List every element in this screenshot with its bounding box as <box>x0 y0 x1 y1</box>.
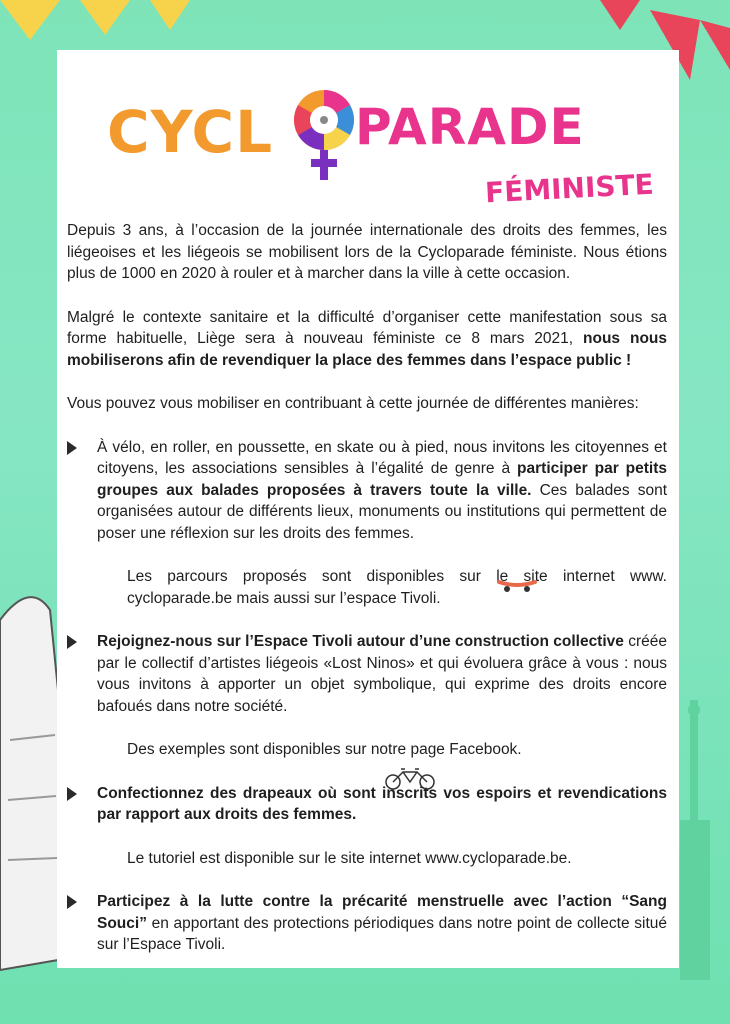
flyer-content <box>67 220 667 956</box>
logo-cycl-text: CYCL <box>107 98 274 166</box>
flyer-card <box>57 50 679 968</box>
bullet-tivoli: Rejoignez-nous sur l’Espace Tivoli autour d’une construction collective créée par le collectif d’artistes liégeois «Lost Ninos» et qui évoluera grâce à vous : nous vous invitons à apporter un objet symbolique, qui exprime des droits encore bafoués dans notre société. <box>67 631 667 717</box>
logo-feministe-text: FÉMINISTE <box>484 167 655 210</box>
triangle-bullet-icon <box>67 635 77 649</box>
bullet-sang-souci: Participez à la lutte contre la précarité menstruelle avec l’action “Sang Souci” en apportant des protections périodiques dans notre point de collecte situé sur l’Espace Tivoli. <box>67 891 667 956</box>
triangle-bullet-icon <box>67 787 77 801</box>
tandem-bicycle-icon <box>385 764 435 790</box>
triangle-bullet-icon <box>67 895 77 909</box>
note-parcours: Les parcours proposés sont disponibles sur le site internet www. cycloparade.be mais aussi sur l’espace Tivoli. <box>127 568 667 607</box>
skateboard-icon <box>497 576 537 594</box>
bullet-balades: À vélo, en roller, en poussette, en skate ou à pied, nous invitons les citoyennes et citoyens, les associations sensibles à l’égalité de genre à participer par petits groupes aux balades proposées à travers toute la ville. Ces balades sont organisées autour de différents lieux, monuments ou institutions qui permettent de poser une réflexion sur les droits des femmes. <box>67 437 667 545</box>
note-facebook: Des exemples sont disponibles sur notre page Facebook. <box>127 741 522 758</box>
logo-parade-text: PARADE <box>355 98 585 156</box>
note-tutoriel: Le tutoriel est disponible sur le site internet www.cycloparade.be. <box>127 849 572 867</box>
wheel-venus-icon <box>289 85 359 195</box>
intro-paragraph-1: Depuis 3 ans, à l’occasion de la journée internationale des droits des femmes, les liégeoises et les liégeois se mobilisent lors de la Cycloparade féministe. Nous étions plus de 1000 en 2020 à rouler et à marcher dans la ville à cette occasion. <box>67 222 667 282</box>
intro-paragraph-3: Vous pouvez vous mobiliser en contribuant à cette journée de différentes manières: <box>67 395 639 412</box>
triangle-bullet-icon <box>67 441 77 455</box>
intro-paragraph-2: Malgré le contexte sanitaire et la difficulté d’organiser cette manifestation sous sa forme habituelle, Liège sera à nouveau féministe ce 8 mars 2021, nous nous mobiliserons afin de revendiquer la place des femmes dans l’espace public ! <box>67 308 668 369</box>
bullet-drapeaux: Confectionnez des drapeaux où sont inscrits vos espoirs et revendications par rapport aux droits des femmes. <box>67 783 667 826</box>
